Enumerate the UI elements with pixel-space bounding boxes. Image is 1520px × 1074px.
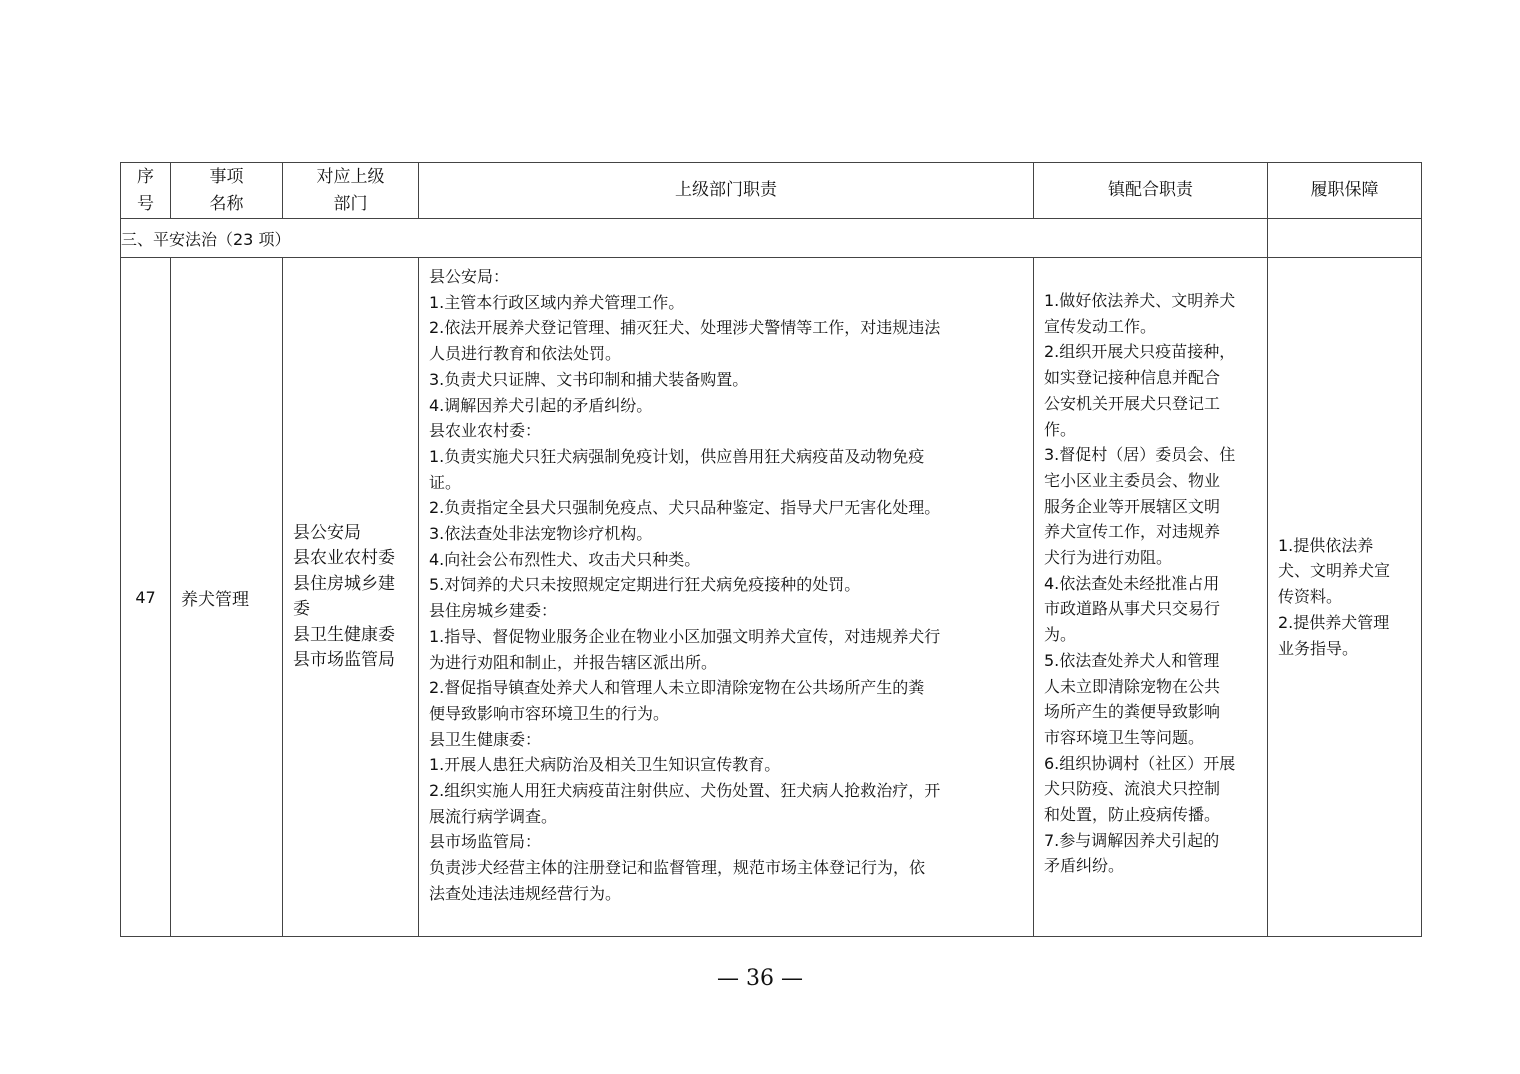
text-line: 2.组织实施人用狂犬病疫苗注射供应、犬伤处置、狂犬病人抢救治疗，开: [429, 781, 941, 801]
header-num: [121, 163, 171, 219]
text-line: 犬行为进行劝阻。: [1044, 548, 1173, 568]
text-line: 证。: [429, 472, 462, 492]
text-line: 展流行病学调查。: [429, 806, 558, 826]
text-line: 县卫生健康委：: [429, 729, 542, 749]
text-line: 市容环境卫生等问题。: [1044, 727, 1205, 747]
header-name-line: 事项: [209, 166, 244, 187]
section-title: 三、平安法治（23 项）: [121, 219, 1268, 258]
header-dept: [283, 163, 419, 219]
text-line: 为。: [1044, 625, 1077, 645]
text-line: 便导致影响市容环境卫生的行为。: [429, 703, 670, 723]
text-line: 2.依法开展养犬登记管理、捕灭狂犬、处理涉犬警情等工作，对违规违法: [429, 318, 941, 338]
text-line: 矛盾纠纷。: [1044, 856, 1125, 876]
text-line: 县公安局：: [429, 267, 510, 286]
section-row: [121, 219, 1422, 258]
text-line: 1.负责实施犬只狂犬病强制免疫计划，供应兽用狂犬病疫苗及动物免疫: [429, 446, 925, 466]
text-line: 委: [293, 599, 310, 619]
text-line: 4.向社会公布烈性犬、攻击犬只种类。: [429, 549, 701, 569]
guarantee-cell: [1268, 258, 1422, 937]
text-line: 如实登记接种信息并配合: [1044, 368, 1221, 388]
header-row: [121, 163, 1422, 219]
header-num-line: 号: [137, 193, 154, 214]
text-line: 5.对饲养的犬只未按照规定定期进行狂犬病免疫接种的处罚。: [429, 575, 861, 595]
header-dept-line: 对应上级: [316, 166, 385, 187]
text-line: 犬、文明养犬宣: [1278, 561, 1391, 581]
text-line: 3.负责犬只证牌、文书印制和捕犬装备购置。: [429, 369, 749, 389]
text-line: 服务企业等开展辖区文明: [1044, 496, 1221, 516]
text-line: 1.指导、督促物业服务企业在物业小区加强文明养犬宣传，对违规养犬行: [429, 626, 941, 646]
text-line: 3.依法查处非法宠物诊疗机构。: [429, 524, 653, 544]
text-line: 5.依法查处养犬人和管理: [1044, 650, 1220, 670]
text-line: 县农业农村委：: [429, 421, 542, 441]
text-line: 场所产生的粪便导致影响: [1044, 702, 1221, 722]
text-line: 县住房城乡建委：: [429, 601, 558, 621]
text-line: 作。: [1044, 419, 1077, 439]
table-row: [121, 258, 1422, 937]
page-number: — 36 —: [717, 966, 803, 991]
text-line: 负责涉犬经营主体的注册登记和监督管理，规范市场主体登记行为，依: [429, 858, 926, 878]
header-dept-line: 部门: [333, 193, 368, 214]
header-duty: 上级部门职责: [419, 163, 1034, 219]
text-line: 人未立即清除宠物在公共: [1044, 676, 1221, 696]
text-line: 1.开展人患狂犬病防治及相关卫生知识宣传教育。: [429, 755, 781, 775]
text-line: 县住房城乡建: [293, 573, 395, 594]
text-line: 县卫生健康委: [293, 624, 395, 645]
text-line: 1.做好依法养犬、文明养犬: [1044, 291, 1236, 310]
text-line: 犬只防疫、流浪犬只控制: [1044, 779, 1221, 799]
text-line: 养犬宣传工作，对违规养: [1044, 522, 1221, 542]
text-line: 法查处违法违规经营行为。: [429, 883, 622, 903]
text-line: 宣传发动工作。: [1044, 316, 1157, 336]
text-line: 公安机关开展犬只登记工: [1044, 393, 1221, 413]
text-line: 7.参与调解因养犬引起的: [1044, 830, 1220, 850]
header-town: 镇配合职责: [1034, 163, 1268, 219]
header-name: [171, 163, 283, 219]
header-name-line: 名称: [209, 193, 244, 214]
text-line: 6.组织协调村（社区）开展: [1044, 753, 1236, 773]
text-line: 县市场监管局：: [429, 832, 542, 852]
text-line: 市政道路从事犬只交易行: [1044, 599, 1221, 619]
text-line: 宅小区业主委员会、物业: [1044, 470, 1221, 490]
header-guarantee: 履职保障: [1268, 163, 1422, 219]
town-duties-cell: [1034, 258, 1268, 937]
text-line: 1.主管本行政区域内养犬管理工作。: [429, 292, 685, 312]
text-line: 3.督促村（居）委员会、住: [1044, 445, 1236, 465]
row-number: 47: [121, 258, 171, 937]
text-line: 1.提供依法养: [1278, 535, 1374, 555]
text-line: 人员进行教育和依法处罚。: [429, 344, 622, 364]
text-line: 2.组织开展犬只疫苗接种，: [1044, 342, 1236, 362]
text-line: 2.提供养犬管理: [1278, 612, 1390, 632]
text-line: 4.依法查处未经批准占用: [1044, 573, 1220, 593]
section-empty-cell: [1268, 219, 1422, 258]
item-name: 养犬管理: [171, 258, 283, 937]
text-line: 2.负责指定全县犬只强制免疫点、犬只品种鉴定、指导犬尸无害化处理。: [429, 498, 941, 518]
header-num-line: 序: [137, 166, 154, 187]
text-line: 传资料。: [1278, 587, 1343, 607]
text-line: 4.调解因养犬引起的矛盾纠纷。: [429, 395, 653, 415]
text-line: 县农业农村委: [293, 548, 395, 568]
text-line: 2.督促指导镇查处养犬人和管理人未立即清除宠物在公共场所产生的粪: [429, 678, 925, 698]
departments-cell: [283, 258, 419, 937]
text-line: 县公安局: [293, 522, 361, 543]
responsibility-table: [120, 162, 1422, 937]
text-line: 业务指导。: [1278, 638, 1359, 658]
text-line: 县市场监管局: [293, 650, 395, 670]
superior-duties-cell: [419, 258, 1034, 937]
text-line: 为进行劝阻和制止，并报告辖区派出所。: [429, 652, 718, 672]
text-line: 和处置，防止疫病传播。: [1044, 805, 1221, 825]
